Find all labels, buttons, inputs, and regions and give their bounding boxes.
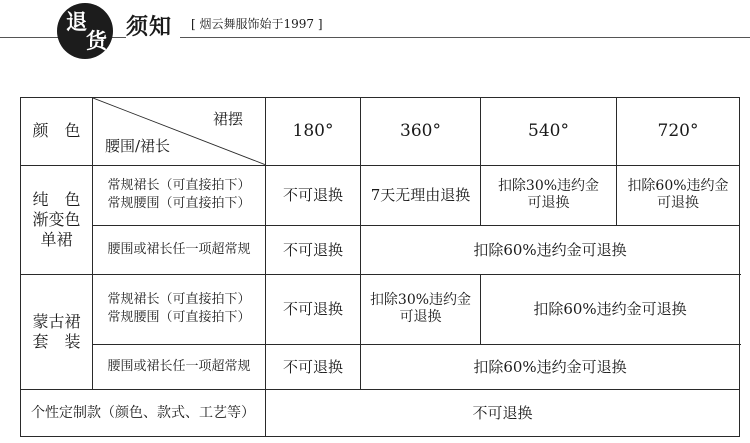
regular-length-label: 常规裙长（可直接拍下） bbox=[107, 291, 251, 307]
group-name-line-1: 纯 色 bbox=[32, 189, 81, 209]
group-name-line-2: 套 装 bbox=[32, 331, 81, 351]
cell-360-line-1: 扣除30%违约金 bbox=[369, 291, 472, 308]
regular-size-cell bbox=[93, 165, 266, 226]
hem-180-label: 180° bbox=[292, 121, 334, 142]
page-subtitle: [ 烟云舞服饰始于1997 ] bbox=[187, 15, 327, 32]
regular-size-cell bbox=[93, 274, 266, 345]
page-title: 须知 bbox=[126, 10, 180, 41]
custom-label: 个性定制款（颜色、款式、工艺等） bbox=[31, 404, 255, 421]
color-header: 颜 色 bbox=[32, 121, 81, 141]
oversize-label bbox=[93, 345, 266, 389]
hem-header-label: 裙摆 bbox=[212, 110, 243, 128]
cell-180: 不可退换 bbox=[266, 274, 361, 345]
badge-char-1: 退 bbox=[66, 9, 87, 34]
header-rule bbox=[0, 37, 750, 38]
waist-length-header-label: 腰围/裙长 bbox=[105, 136, 171, 155]
custom-value-cell: 不可退换 bbox=[266, 389, 740, 436]
regular-waist-label: 常规腰围（可直接拍下） bbox=[107, 196, 251, 212]
group-mongolian-set bbox=[21, 274, 93, 389]
cell-540-line-2: 可退换 bbox=[527, 195, 570, 212]
hem-540-label: 540° bbox=[528, 121, 569, 142]
header bbox=[0, 0, 750, 60]
hem-360-label: 360° bbox=[400, 121, 441, 142]
cell-merged: 扣除60%违约金可退换 bbox=[481, 274, 740, 345]
badge-char-2: 货 bbox=[86, 28, 107, 53]
table-row bbox=[21, 274, 740, 345]
group-solid-color bbox=[21, 165, 93, 274]
table-row bbox=[21, 345, 740, 389]
hem-360-header bbox=[361, 98, 481, 166]
cell-180: 不可退换 bbox=[266, 345, 361, 389]
cell-360: 7天无理由退换 bbox=[361, 165, 481, 226]
cell-540-line-1: 扣除30%违约金 bbox=[497, 177, 600, 194]
color-header-cell bbox=[21, 98, 93, 166]
cell-180: 不可退换 bbox=[266, 165, 361, 226]
cell-merged: 扣除60%违约金可退换 bbox=[361, 345, 740, 389]
table-row bbox=[21, 389, 740, 436]
custom-label-cell bbox=[21, 389, 266, 436]
group-name-line-1: 蒙古裙 bbox=[32, 311, 81, 331]
regular-waist-label: 常规腰围（可直接拍下） bbox=[107, 310, 251, 326]
cell-180: 不可退换 bbox=[266, 226, 361, 274]
return-badge bbox=[57, 3, 113, 59]
return-policy-table bbox=[20, 97, 740, 437]
cell-360-line-2: 可退换 bbox=[399, 309, 442, 326]
table-row bbox=[21, 226, 740, 274]
hem-180-header bbox=[266, 98, 361, 166]
cell-360 bbox=[361, 274, 481, 345]
table-header-row bbox=[21, 98, 740, 166]
group-name-line-3: 单裙 bbox=[40, 229, 73, 249]
cell-540 bbox=[481, 165, 617, 226]
cell-720-line-1: 扣除60%违约金 bbox=[627, 177, 729, 194]
oversize-label-text: 腰围或裙长任一项超常规 bbox=[107, 359, 251, 375]
diagonal-header-cell bbox=[93, 98, 266, 166]
cell-720 bbox=[617, 165, 740, 226]
oversize-label-text: 腰围或裙长任一项超常规 bbox=[107, 242, 251, 258]
cell-merged: 扣除60%违约金可退换 bbox=[361, 226, 740, 274]
hem-720-header bbox=[617, 98, 740, 166]
table-row bbox=[21, 165, 740, 226]
group-name-line-2: 渐变色 bbox=[32, 209, 81, 229]
hem-720-label: 720° bbox=[657, 121, 699, 142]
cell-720-line-2: 可退换 bbox=[657, 195, 699, 212]
regular-length-label: 常规裙长（可直接拍下） bbox=[107, 177, 251, 193]
diagonal-line bbox=[93, 98, 265, 165]
oversize-label bbox=[93, 226, 266, 274]
hem-540-header bbox=[481, 98, 617, 166]
